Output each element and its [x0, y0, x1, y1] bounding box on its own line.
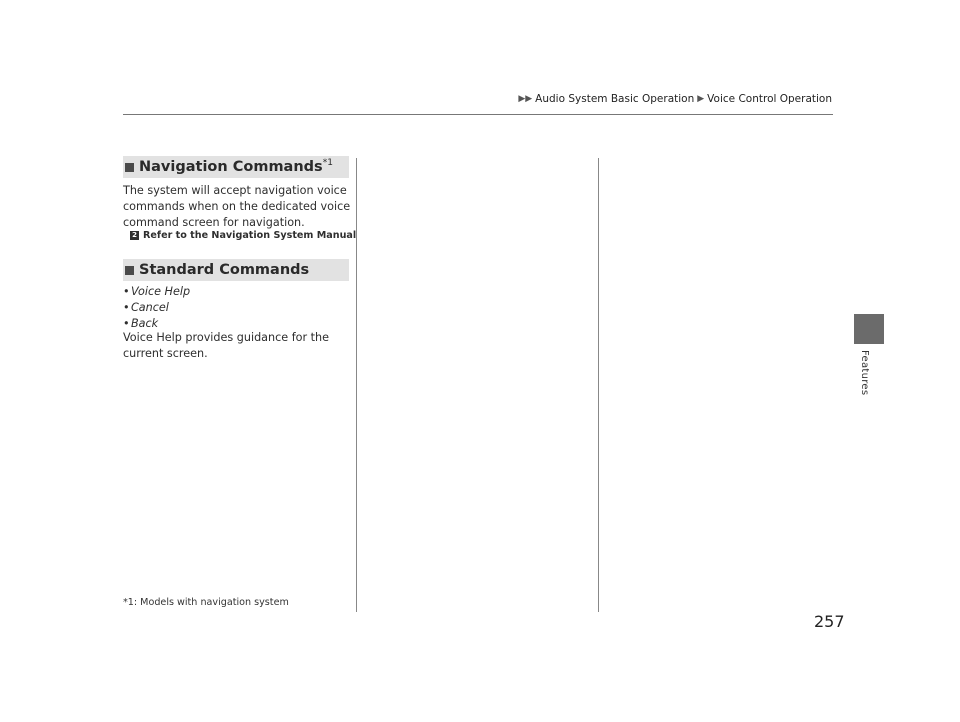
reference-arrow-icon: 2	[130, 231, 139, 240]
reference-text: Refer to the Navigation System Manual	[143, 230, 357, 241]
breadcrumb-item: Audio System Basic Operation	[535, 93, 695, 105]
footnote: *1: Models with navigation system	[123, 597, 289, 608]
column-divider-left	[356, 158, 357, 612]
list-item: • Cancel	[123, 300, 190, 316]
breadcrumb-item: Voice Control Operation	[707, 93, 832, 105]
list-item: • Back	[123, 316, 190, 332]
command-list	[123, 284, 190, 332]
list-item: • Voice Help	[123, 284, 190, 300]
cross-reference[interactable]	[130, 230, 356, 241]
footnote-mark: *1	[322, 158, 333, 169]
header-divider	[123, 114, 833, 115]
section-title: Standard Commands	[139, 262, 310, 278]
side-tab-marker	[854, 314, 884, 344]
standard-body-text: Voice Help provides guidance for the current screen.	[123, 331, 330, 360]
section-heading-standard	[123, 259, 349, 281]
breadcrumb-arrow-icon: ▶	[697, 94, 705, 104]
breadcrumb-arrow-icon: ▶▶	[518, 94, 533, 104]
section-title: Navigation Commands	[139, 159, 323, 175]
breadcrumb	[518, 93, 832, 105]
navigation-body-text: The system will accept navigation voice commands when on the dedicated voice command screen for navigation.	[123, 184, 351, 229]
square-bullet-icon	[125, 266, 134, 275]
side-tab-label: Features	[859, 350, 870, 396]
square-bullet-icon	[125, 163, 134, 172]
column-divider-right	[598, 158, 599, 612]
page-number: 257	[814, 612, 845, 631]
section-heading-navigation	[123, 156, 349, 178]
